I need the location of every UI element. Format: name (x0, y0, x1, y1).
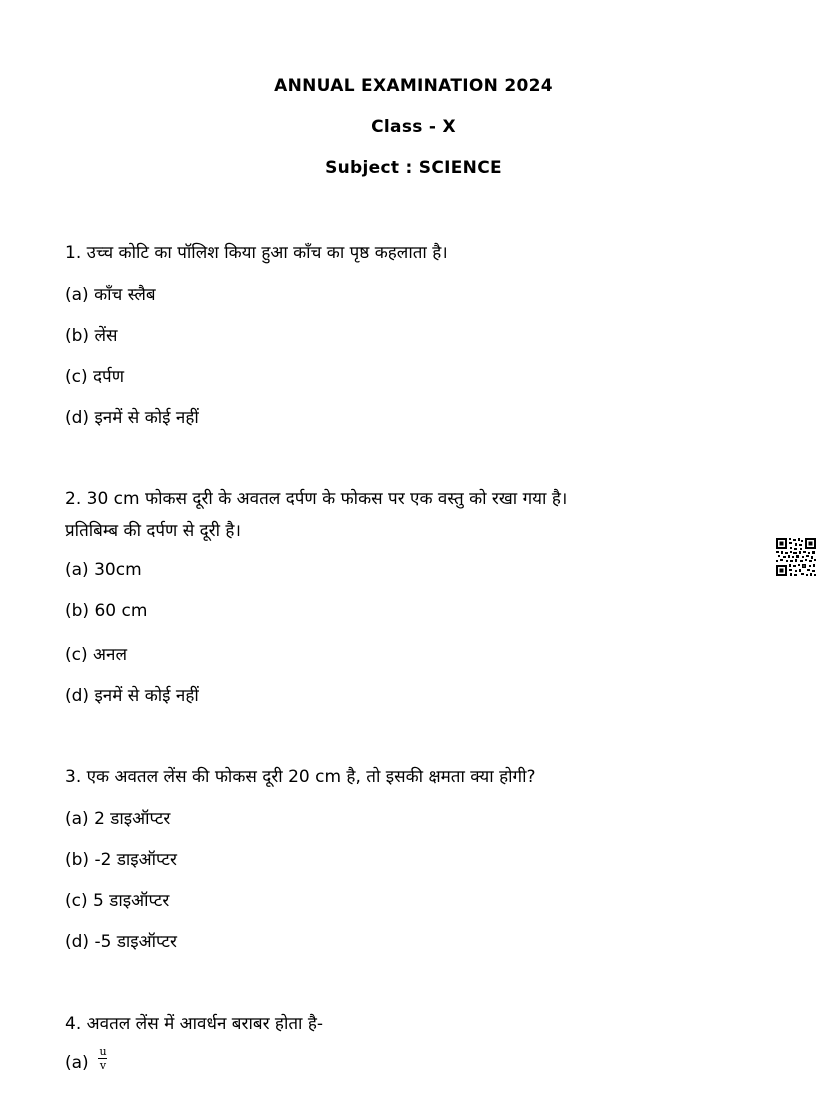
exam-title: ANNUAL EXAMINATION 2024 (274, 76, 553, 96)
option-c: (c) अनल (65, 645, 127, 665)
option-a: (a) 30cm (65, 560, 142, 580)
question-text: 2. 30 cm फोकस दूरी के अवतल दर्पण के फोकस पर एक वस्तु को रखा गया है। (65, 489, 568, 509)
option-c: (c) 5 डाइऑप्टर (65, 891, 170, 911)
subject-label: Subject : SCIENCE (325, 158, 502, 178)
option-d: (d) इनमें से कोई नहीं (65, 408, 199, 428)
question-text: 4. अवतल लेंस में आवर्धन बराबर होता है- (65, 1014, 324, 1034)
fraction-numerator: u (99, 1045, 107, 1058)
class-label: Class - X (371, 117, 456, 137)
option-b: (b) लेंस (65, 326, 118, 346)
option-d: (d) -5 डाइऑप्टर (65, 932, 177, 952)
option-a: (a) (65, 1053, 89, 1073)
fraction-denominator: v (99, 1059, 107, 1072)
question-text-continued: प्रतिबिम्ब की दर्पण से दूरी है। (65, 521, 241, 541)
option-a: (a) 2 डाइऑप्टर (65, 809, 171, 829)
option-b: (b) -2 डाइऑप्टर (65, 850, 177, 870)
option-a: (a) काँच स्लैब (65, 285, 156, 305)
option-c: (c) दर्पण (65, 367, 124, 387)
question-text: 3. एक अवतल लेंस की फोकस दूरी 20 cm है, तो इसकी क्षमता क्या होगी? (65, 767, 536, 787)
question-text: 1. उच्च कोटि का पॉलिश किया हुआ काँच का पृष्ठ कहलाता है। (65, 243, 448, 263)
qr-code-icon (776, 538, 816, 576)
option-b: (b) 60 cm (65, 601, 148, 621)
fraction-u-over-v (98, 1046, 108, 1071)
option-d: (d) इनमें से कोई नहीं (65, 686, 199, 706)
